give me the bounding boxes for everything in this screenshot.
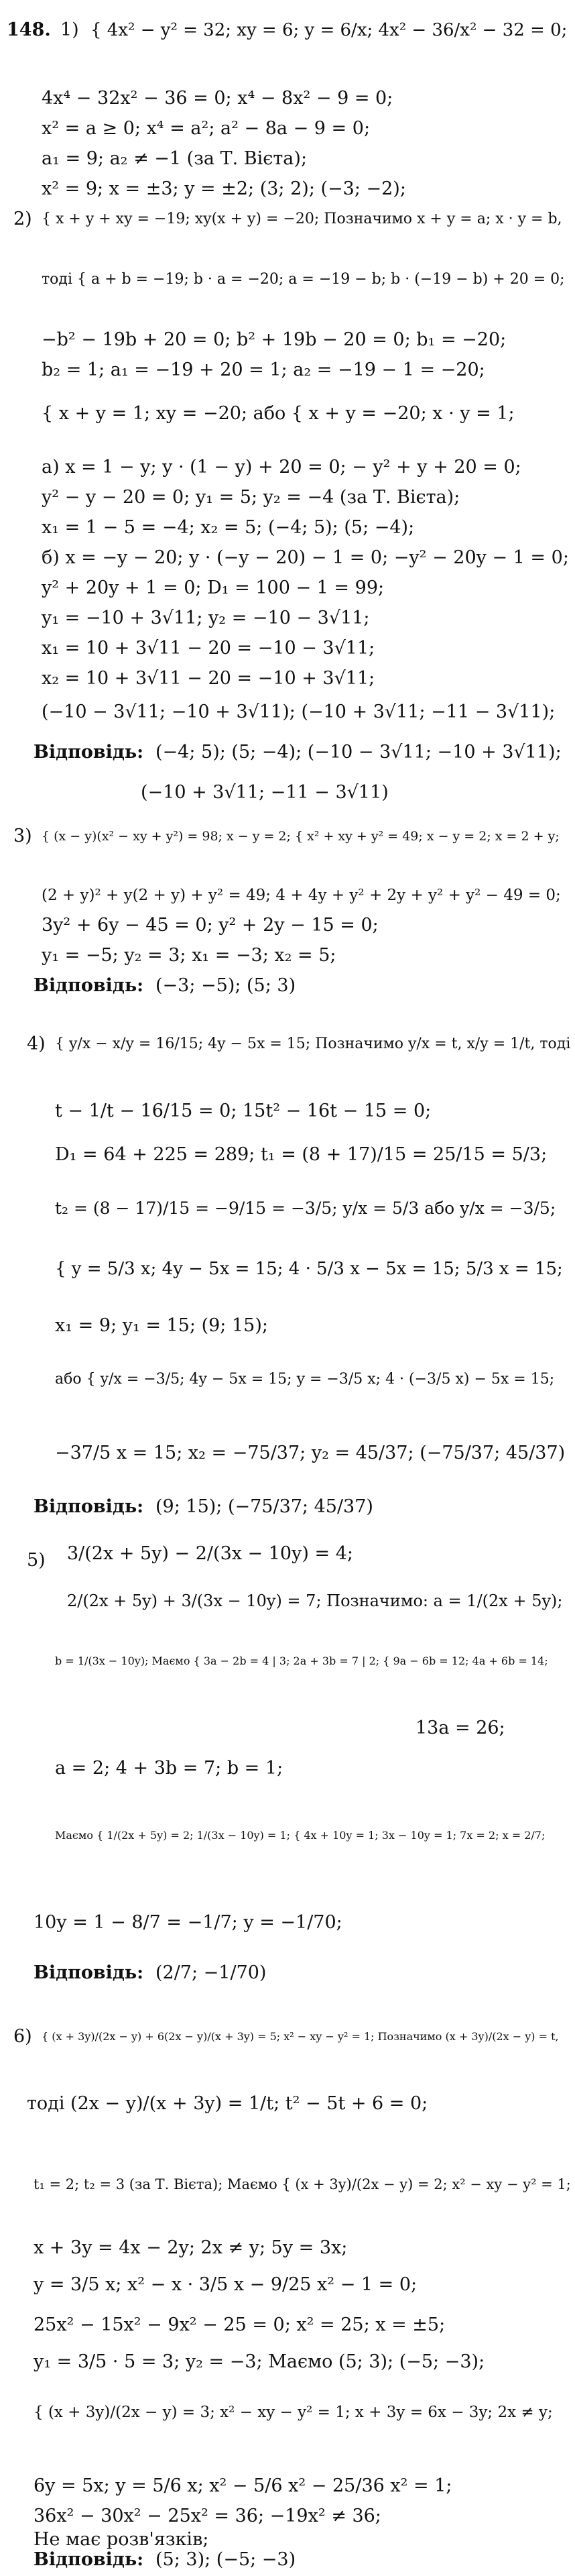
problem-number: 148.: [7, 19, 51, 40]
solution-line: x + 3y = 4x − 2y; 2x ≠ y; 5y = 3x;: [34, 2237, 348, 2258]
answer-label: Відповідь:: [34, 1962, 144, 1983]
solution-line: а) x = 1 − y; y · (1 − y) + 20 = 0; − y² + y + 20 = 0;: [42, 457, 521, 478]
solution-line: тоді (2x − y)/(x + 3y) = 1/t; t² − 5t + 6 = 0;: [27, 2093, 428, 2114]
part-label: 1): [60, 19, 79, 40]
part-label: 2): [13, 209, 32, 229]
solution-line: 3/(2x + 5y) − 2/(3x − 10y) = 4;: [67, 1543, 353, 1564]
solution-line: 10y = 1 − 8/7 = −1/7; y = −1/70;: [34, 1912, 342, 1933]
part-label: 6): [13, 2026, 32, 2047]
solution-line: y² − y − 20 = 0; y₁ = 5; y₂ = −4 (за Т. Вієта);: [42, 487, 460, 508]
solution-line: y₁ = −5; y₂ = 3; x₁ = −3; x₂ = 5;: [42, 945, 336, 966]
solution-line: y₁ = 3/5 · 5 = 3; y₂ = −3; Маємо (5; 3); (−5; −3);: [34, 2351, 485, 2372]
solution-line: { 4x² − y² = 32; xy = 6; y = 6/x; 4x² − 36/x² − 32 = 0;: [90, 20, 568, 40]
solution-line: a₁ = 9; a₂ ≠ −1 (за Т. Вієта);: [42, 148, 308, 169]
solution-line: (2 + y)² + y(2 + y) + y² = 49; 4 + 4y + y² + 2y + y² + y² − 49 = 0;: [42, 887, 561, 904]
solution-line: { x + y + xy = −19; xy(x + y) = −20; Позначимо x + y = a; x · y = b,: [42, 211, 562, 227]
solution-line: 13a = 26;: [416, 1718, 505, 1738]
part-label: 3): [13, 826, 32, 846]
solution-line: t − 1/t − 16/15 = 0; 15t² − 16t − 15 = 0;: [55, 1101, 432, 1121]
solution-line: (−10 − 3√11; −10 + 3√11); (−10 + 3√11; −11 − 3√11);: [42, 702, 556, 722]
solution-line: 36x² − 30x² − 25x² = 36; −19x² ≠ 36;: [34, 2506, 381, 2526]
solution-line: { x + y = 1; xy = −20; або { x + y = −20; x · y = 1;: [42, 403, 515, 424]
solution-line: y = 3/5 x; x² − x · 3/5 x − 9/25 x² − 1 = 0;: [34, 2274, 418, 2295]
solution-line: тоді { a + b = −19; b · a = −20; a = −19 − b; b · (−19 − b) + 20 = 0;: [42, 271, 565, 288]
solution-line: a = 2; 4 + 3b = 7; b = 1;: [55, 1758, 283, 1779]
answer-label: Відповідь:: [34, 2549, 144, 2570]
part-label: 4): [27, 1033, 46, 1054]
solution-line: 25x² − 15x² − 9x² − 25 = 0; x² = 25; x = ±5;: [34, 2314, 446, 2335]
solution-line: t₁ = 2; t₂ = 3 (за Т. Вієта); Маємо { (x + 3y)/(2x − y) = 2; x² − xy − y² = 1;: [34, 2176, 571, 2192]
solution-line: b₂ = 1; a₁ = −19 + 20 = 1; a₂ = −19 − 1 = −20;: [42, 359, 485, 380]
solution-line: x₁ = 1 − 5 = −4; x₂ = 5; (−4; 5); (5; −4);: [42, 517, 415, 538]
answer-label: Відповідь:: [34, 742, 144, 763]
answer-value: (9; 15); (−75/37; 45/37): [155, 1496, 373, 1517]
solution-line: 6y = 5x; y = 5/6 x; x² − 5/6 x² − 25/36 x² = 1;: [34, 2475, 452, 2496]
solution-line: { (x + 3y)/(2x − y) = 3; x² − xy − y² = 1; x + 3y = 6x − 3y; 2x ≠ y;: [34, 2404, 553, 2421]
solution-line: −b² − 19b + 20 = 0; b² + 19b − 20 = 0; b₁ = −20;: [42, 329, 507, 350]
solution-line: x₁ = 10 + 3√11 − 20 = −10 − 3√11;: [42, 638, 375, 659]
answer-value: (5; 3); (−5; −3): [155, 2549, 296, 2570]
solution-line: x² = 9; x = ±3; y = ±2; (3; 2); (−3; −2);: [42, 178, 406, 199]
answer-value: (−3; −5); (5; 3): [155, 975, 296, 996]
solution-line: x² = a ≥ 0; x⁴ = a²; a² − 8a − 9 = 0;: [42, 118, 371, 139]
solution-line: Не має розв'язків;: [34, 2529, 209, 2550]
solution-line: x₂ = 10 + 3√11 − 20 = −10 + 3√11;: [42, 668, 375, 689]
solution-line: Маємо { 1/(2x + 5y) = 2; 1/(3x − 10y) = 1; { 4x + 10y = 1; 3x − 10y = 1; 7x = 2; x = 2/7;: [55, 1829, 546, 1842]
solution-line: 4x⁴ − 32x² − 36 = 0; x⁴ − 8x² − 9 = 0;: [42, 88, 393, 109]
solution-line: −37/5 x = 15; x₂ = −75/37; y₂ = 45/37; (−75/37; 45/37): [55, 1443, 566, 1463]
solution-line: { (x + 3y)/(2x − y) + 6(2x − y)/(x + 3y) = 5; x² − xy − y² = 1; Позначимо (x + 3y)/(2x − y) = t,: [42, 2030, 559, 2043]
solution-line: { y/x − x/y = 16/15; 4y − 5x = 15; Позначимо y/x = t, x/y = 1/t, тоді: [55, 1035, 571, 1052]
solution-line: 3y² + 6y − 45 = 0; y² + 2y − 15 = 0;: [42, 915, 379, 936]
solution-line: б) x = −y − 20; y · (−y − 20) − 1 = 0; −y² − 20y − 1 = 0;: [42, 547, 569, 568]
part-label: 5): [27, 1550, 46, 1571]
solution-line: x₁ = 9; y₁ = 15; (9; 15);: [55, 1315, 268, 1336]
solution-line: b = 1/(3x − 10y); Маємо { 3a − 2b = 4 | 3; 2a + 3b = 7 | 2; { 9a − 6b = 12; 4a + 6b = 14;: [55, 1655, 548, 1667]
answer-label: Відповідь:: [34, 1496, 144, 1517]
solution-line: 2/(2x + 5y) + 3/(3x − 10y) = 7; Позначимо: a = 1/(2x + 5y);: [67, 1591, 563, 1610]
solution-line: t₂ = (8 − 17)/15 = −9/15 = −3/5; y/x = 5/3 або y/x = −3/5;: [55, 1198, 556, 1218]
answer-value: (2/7; −1/70): [155, 1962, 267, 1983]
solution-line: y₁ = −10 + 3√11; y₂ = −10 − 3√11;: [42, 608, 370, 628]
answer-label: Відповідь:: [34, 975, 144, 996]
solution-line: D₁ = 64 + 225 = 289; t₁ = (8 + 17)/15 = 25/15 = 5/3;: [55, 1144, 548, 1165]
solution-line: { (x − y)(x² − xy + y²) = 98; x − y = 2; { x² + xy + y² = 49; x − y = 2; x = 2 + y;: [42, 829, 560, 844]
answer-value: (−4; 5); (5; −4); (−10 − 3√11; −10 + 3√11);: [155, 742, 562, 763]
solution-line: { y = 5/3 x; 4y − 5x = 15; 4 · 5/3 x − 5x = 15; 5/3 x = 15;: [55, 1259, 563, 1279]
solution-line: y² + 20y + 1 = 0; D₁ = 100 − 1 = 99;: [42, 577, 385, 598]
answer-value: (−10 + 3√11; −11 − 3√11): [141, 782, 389, 803]
solution-line: або { y/x = −3/5; 4y − 5x = 15; y = −3/5 x; 4 · (−3/5 x) − 5x = 15;: [55, 1371, 555, 1388]
